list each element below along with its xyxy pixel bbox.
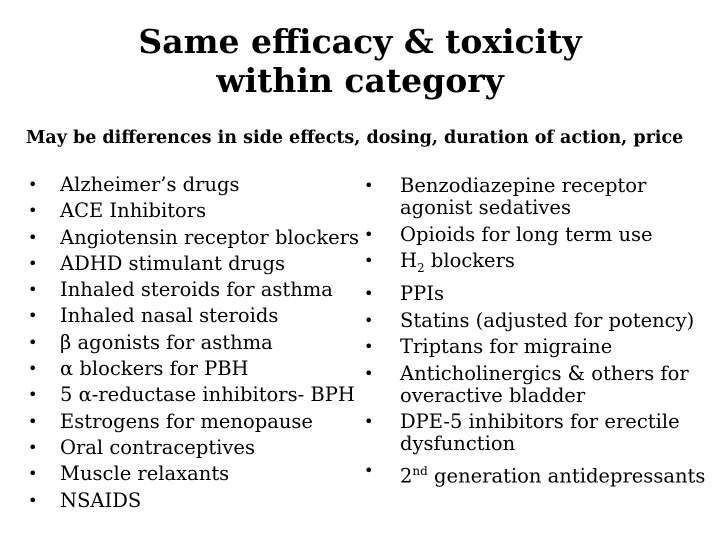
bullet-icon: • (28, 385, 38, 405)
list-item: • Alzheimer’s drugs (28, 172, 358, 198)
list-item: • 5 α-reductase inhibitors- BPH (28, 382, 358, 408)
bullet-icon: • (28, 437, 38, 457)
list-item: • β agonists for asthma (28, 330, 358, 356)
list-item: • Inhaled steroids for asthma (28, 277, 358, 303)
list-item: • Oral contraceptives (28, 435, 358, 461)
bullet-icon: • (28, 464, 38, 484)
bullet-icon: • (28, 490, 38, 510)
list-item: • Statins (adjusted for potency) (364, 308, 695, 332)
bullet-icon: • (364, 176, 374, 195)
list-item: • PPIs (364, 282, 444, 306)
bullet-icon: • (364, 363, 374, 383)
list-item: • Muscle relaxants (28, 461, 358, 487)
bullet-icon: • (364, 337, 374, 357)
list-item: • Opioids for long term use (364, 222, 653, 246)
bullet-icon: • (28, 411, 38, 431)
bullet-icon: • (28, 332, 38, 352)
slide-subtitle: May be differences in side effects, dosing, duration of action, price (26, 128, 684, 148)
left-bullet-list (28, 172, 358, 514)
bullet-icon: • (364, 412, 374, 432)
list-item: • Triptans for migraine (364, 335, 613, 359)
list-item: • Benzodiazepine receptor agonist sedatives (364, 174, 647, 219)
bullet-icon: • (28, 175, 38, 194)
list-item: • 2nd generation antidepressants (364, 460, 706, 488)
bullet-icon: • (28, 227, 38, 247)
right-bullet-list (360, 175, 710, 492)
bullet-icon: • (364, 460, 374, 480)
title-line-1: Same efficacy & toxicity (138, 22, 582, 61)
list-item: • NSAIDS (28, 488, 358, 514)
bullet-icon: • (364, 284, 374, 304)
list-item: • Estrogens for menopause (28, 409, 358, 435)
list-item: • ACE Inhibitors (28, 198, 358, 224)
bullet-icon: • (364, 310, 374, 330)
bullet-icon: • (28, 306, 38, 326)
list-item: • $H_2$ blockers (364, 249, 515, 275)
list-item: • ADHD stimulant drugs (28, 251, 358, 277)
title-line-2: within category (216, 61, 504, 100)
bullet-icon: • (28, 280, 38, 300)
list-item: • Angiotensin receptor blockers (28, 225, 358, 251)
list-item: • Anticholinergics & others for overactive bladder (364, 361, 689, 407)
bullet-icon: • (28, 201, 38, 221)
bullet-icon: • (28, 253, 38, 273)
bullet-icon: • (364, 224, 374, 244)
slide-title (0, 22, 720, 100)
bullet-icon: • (364, 251, 374, 270)
list-item: • Inhaled nasal steroids (28, 303, 358, 329)
bullet-icon: • (28, 359, 38, 379)
list-item: • α blockers for PBH (28, 356, 358, 382)
list-item: • DPE-5 inhibitors for erectile dysfunction (364, 410, 680, 456)
